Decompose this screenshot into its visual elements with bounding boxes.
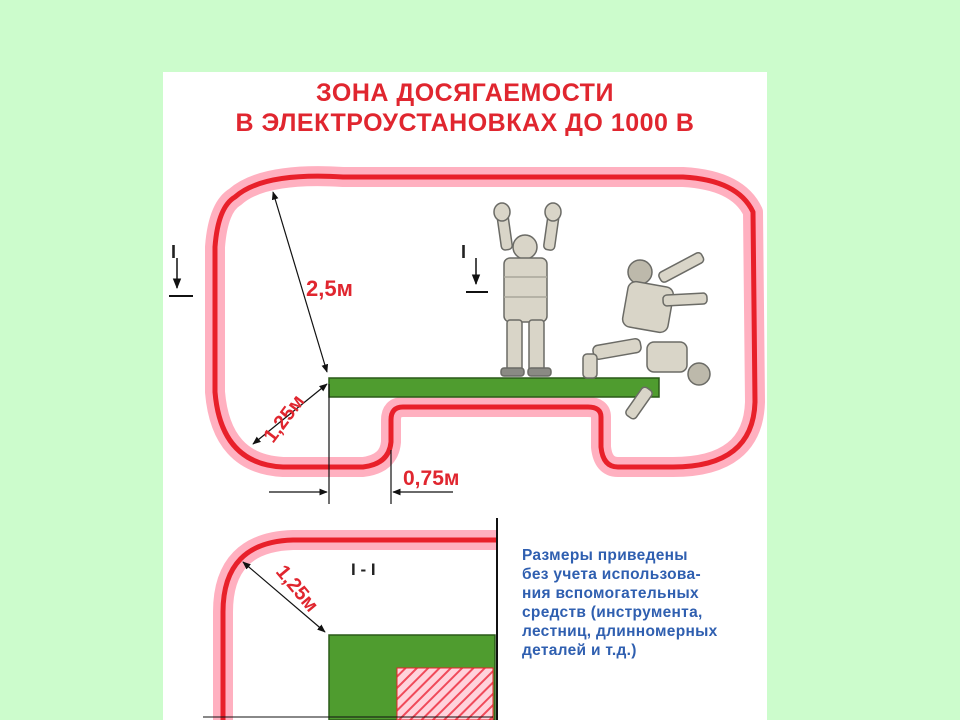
height-reach-label: 2,5м	[306, 276, 353, 301]
note-line-2: без учета использова-	[522, 566, 701, 583]
below-reach-label: 0,75м	[403, 467, 460, 490]
note-line-3: ния вспомогательных	[522, 585, 699, 602]
note-line-4: средств (инструмента,	[522, 604, 703, 621]
section-view	[203, 518, 497, 720]
title-line-2: В ЭЛЕКТРОУСТАНОВКАХ ДО 1000 В	[235, 109, 695, 137]
title-line-1: ЗОНА ДОСЯГАЕМОСТИ	[316, 79, 614, 107]
side-reach-label: 1,25м	[259, 390, 310, 448]
section-mark-left-label: I	[171, 242, 177, 262]
note-line-1: Размеры приведены	[522, 547, 688, 564]
section-mark-left	[169, 258, 193, 296]
safety-poster	[163, 72, 767, 720]
section-label: I - I	[351, 560, 376, 579]
section-mark-right	[466, 258, 488, 292]
section-reach-label: 1,25м	[271, 561, 323, 617]
note-line-5: лестниц, длинномерных	[522, 623, 718, 640]
dimensions-note	[522, 546, 762, 660]
section-mark-right-label: I	[461, 242, 467, 262]
poster-title	[163, 78, 767, 138]
standing-worker-figure	[494, 203, 561, 376]
note-line-6: деталей и т.д.)	[522, 642, 637, 659]
reach-zone-boundary	[215, 176, 755, 467]
section-hazard-zone	[397, 668, 493, 720]
work-platform	[329, 378, 659, 397]
